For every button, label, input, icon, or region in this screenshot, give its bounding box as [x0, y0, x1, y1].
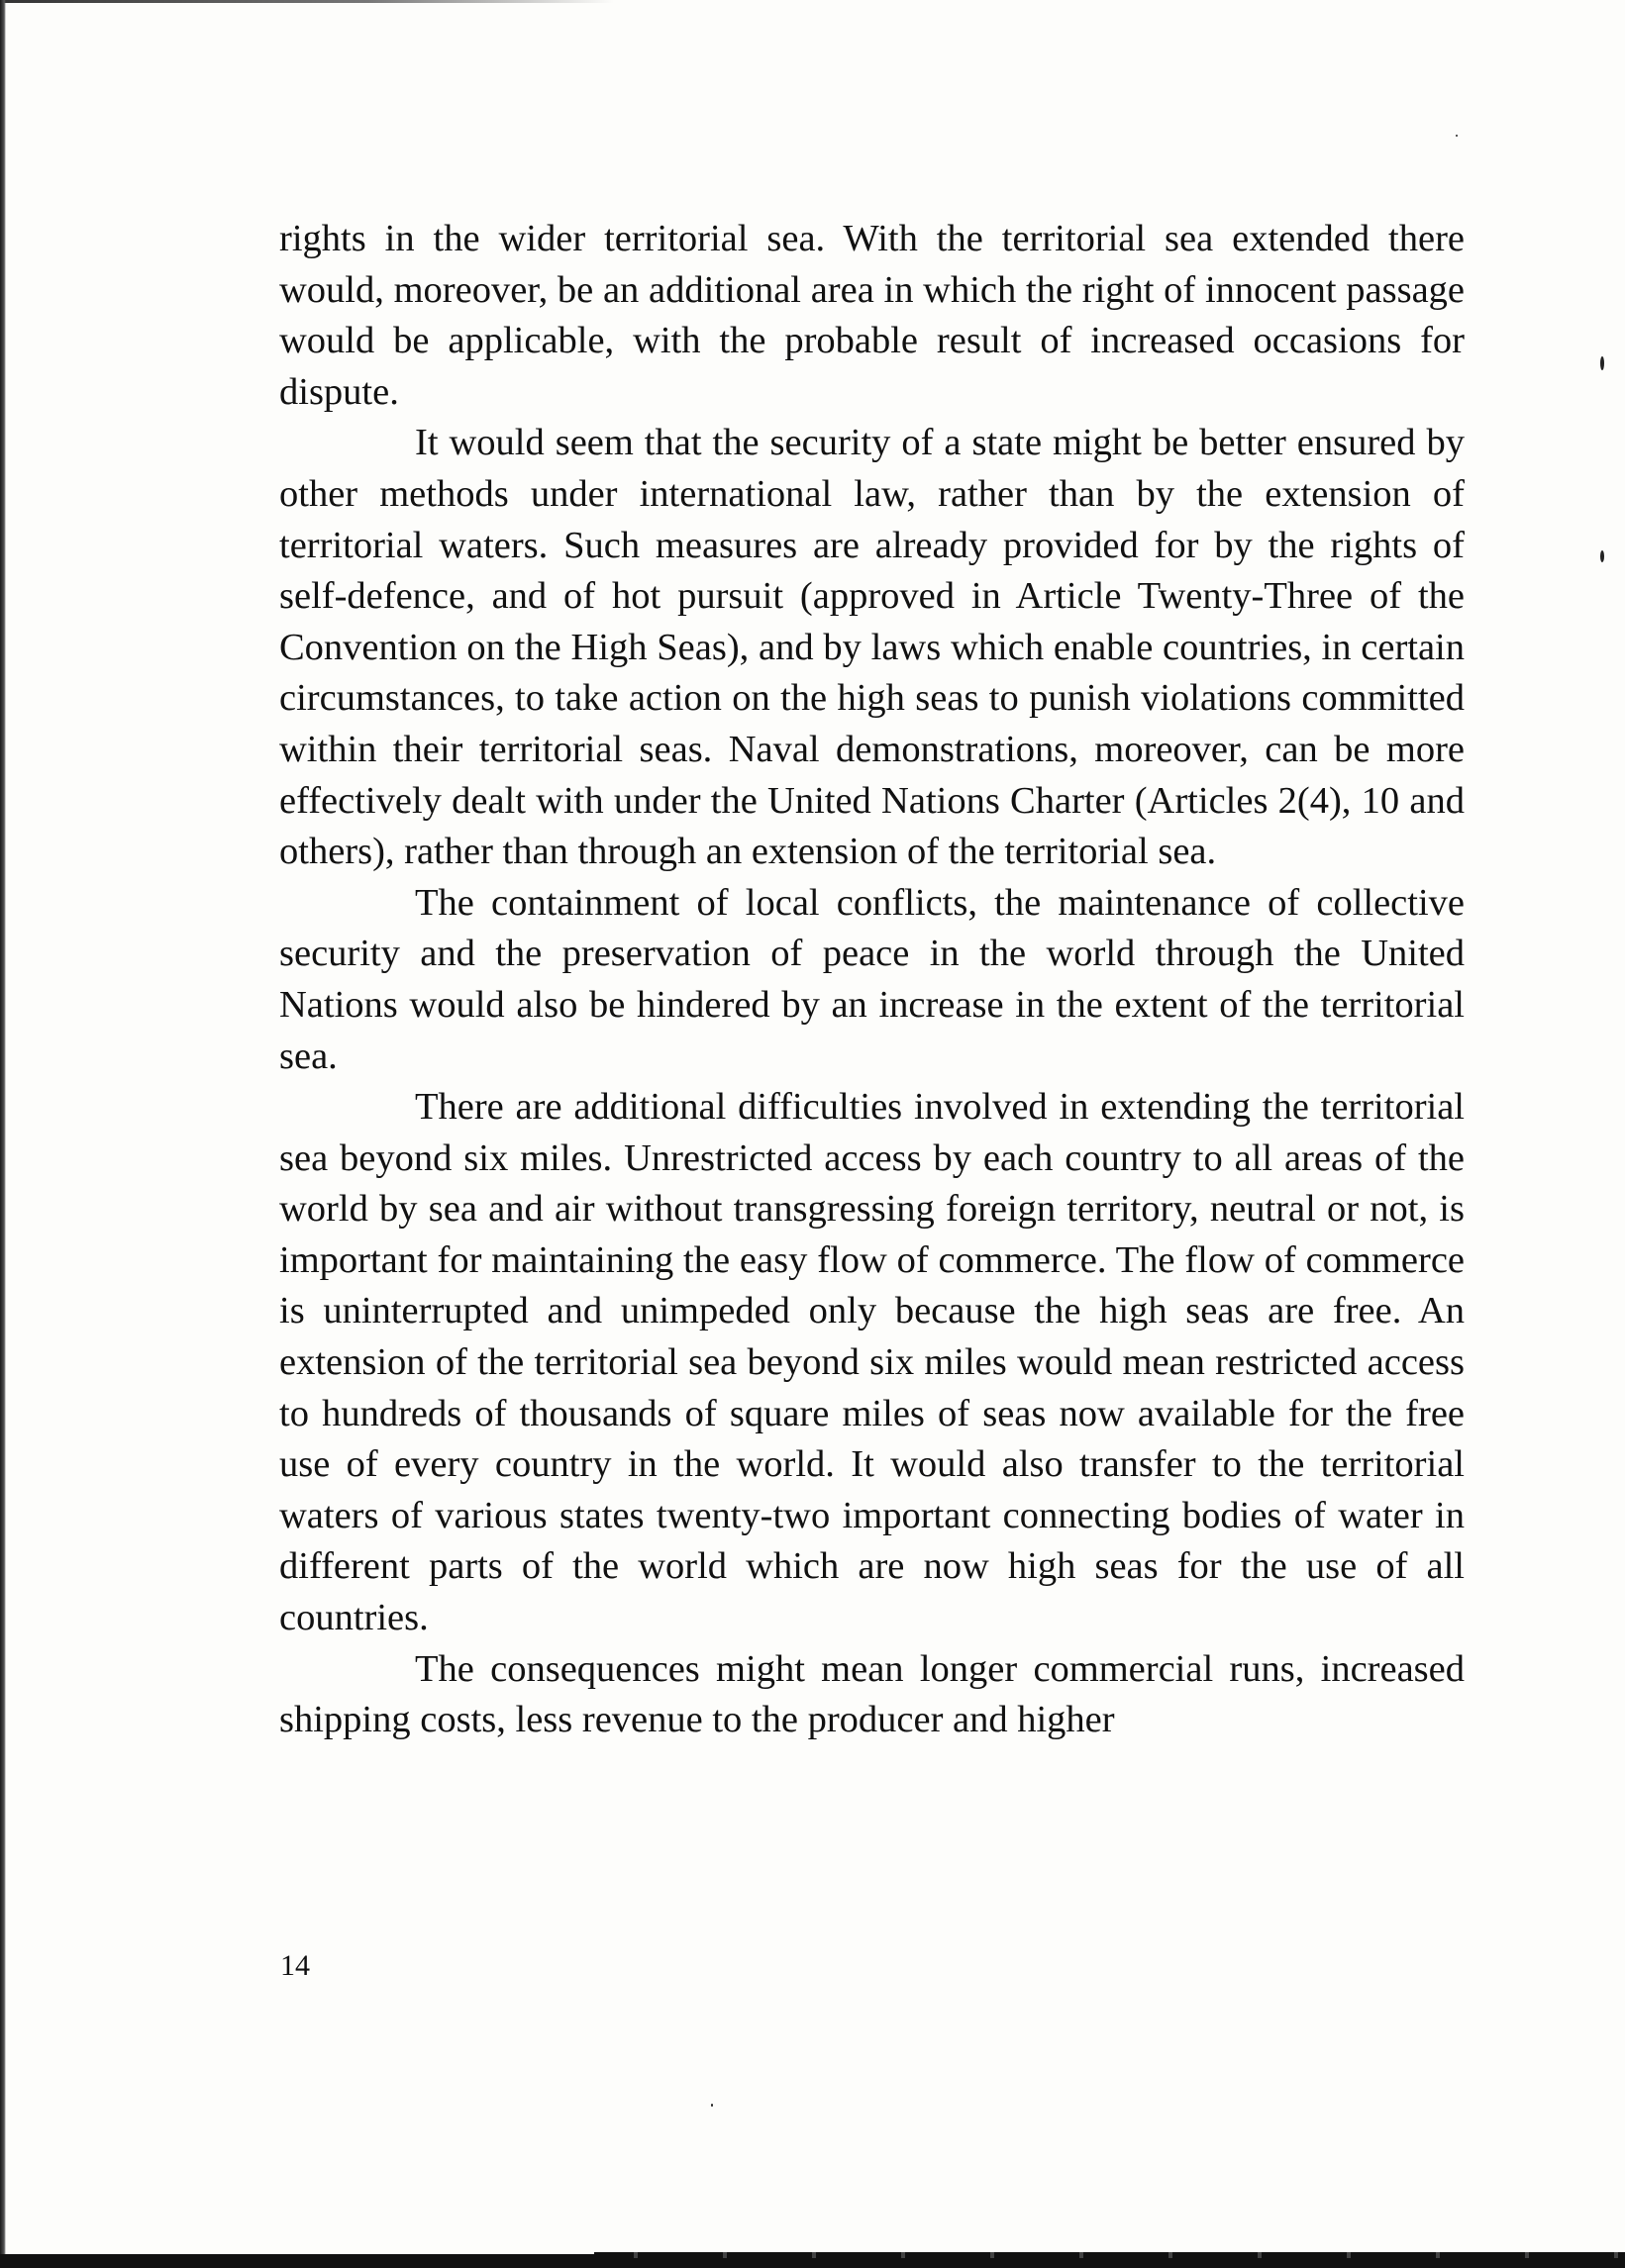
- page-number: 14: [280, 1949, 310, 1982]
- scan-speck: [1456, 135, 1458, 137]
- paragraph: rights in the wider territorial sea. With the territorial sea extended there would, moreover, be an additional area in which the right of innocent passage would be applicable, with the probable result of increased occasions for dispute.: [279, 218, 1465, 413]
- paragraph: There are additional difficulties involved in extending the territorial sea beyond six miles. Unrestricted access by each country to all areas of the world by sea and air without transgressing foreign territory, neutral or not, is important for maintaining the easy flow of commerce. The flow of commerce is uninterrupted and unimpeded only because the high seas are free. An extension of the territorial sea beyond six miles would mean restricted access to hundreds of thousands of square miles of seas now available for the free use of every country in the world. It would also transfer to the territorial waters of various states twenty-two important connecting bodies of water in different parts of the world which are now high seas for the use of all countries.: [279, 1086, 1465, 1639]
- paragraph: The containment of local conflicts, the maintenance of collective security and the preservation of peace in the world through the United Nations would also be hindered by an increase in the extent of the territorial sea.: [279, 881, 1465, 1077]
- paragraph: The consequences might mean longer commercial runs, increased shipping costs, less revenue to the producer and higher: [279, 1647, 1465, 1741]
- paragraph: It would seem that the security of a state might be better ensured by other methods under international law, rather than by the extension of territorial waters. Such measures are already provided for by the rights of self-defence, and of hot pursuit (approved in Article Twenty-Three of the Convention on the High Seas), and by laws which enable countries, in certain circumstances, to take action on the high seas to punish violations committed within their territorial seas. Naval demonstrations, moreover, can be more effectively dealt with under the United Nations Charter (Articles 2(4), 10 and others), rather than through an extension of the territorial sea.: [279, 422, 1465, 873]
- body-text: [279, 214, 1465, 1746]
- scan-edge-left: [0, 0, 6, 2268]
- scan-edge-bottom-detail: [594, 2252, 1625, 2258]
- scan-speck: [1600, 550, 1604, 562]
- scan-edge-top: [0, 0, 614, 3]
- scan-speck: [1600, 356, 1604, 370]
- scan-speck: [711, 2104, 713, 2107]
